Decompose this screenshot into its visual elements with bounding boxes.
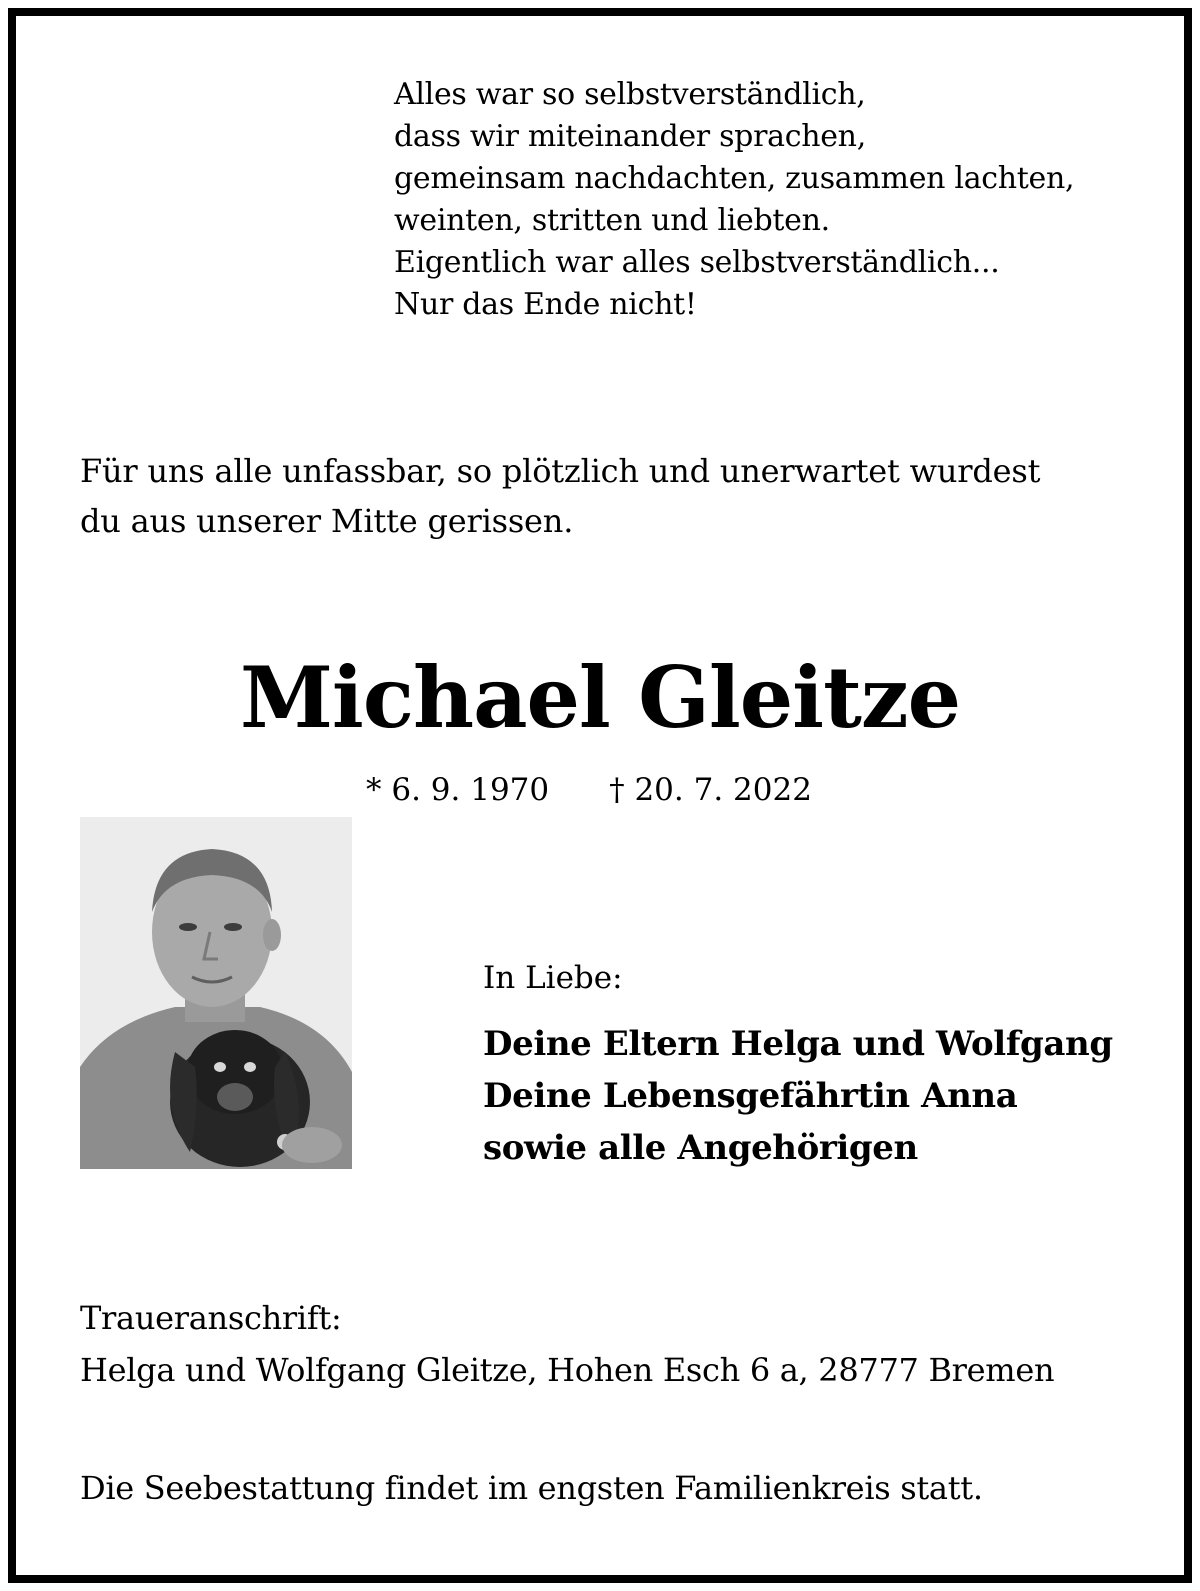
poem: [394, 74, 1154, 326]
intro-line: du aus unserer Mitte gerissen.: [80, 502, 574, 540]
mourner-line: Deine Lebensgefährtin Anna: [483, 1076, 1018, 1116]
address-text: Helga und Wolfgang Gleitze, Hohen Esch 6 a, 28777 Bremen: [80, 1351, 1055, 1389]
birth-date: * 6. 9. 1970: [366, 772, 550, 808]
poem-line: gemeinsam nachdachten, zusammen lachten,: [394, 161, 1075, 196]
portrait-photo: [80, 817, 352, 1169]
mourner-line: sowie alle Angehörigen: [483, 1128, 918, 1168]
poem-line: Alles war so selbstverständlich,: [394, 77, 866, 112]
mourner-line: Deine Eltern Helga und Wolfgang: [483, 1024, 1113, 1064]
death-date: † 20. 7. 2022: [609, 772, 812, 808]
intro-text: [80, 446, 1140, 546]
address-label: Traueranschrift:: [80, 1299, 342, 1337]
funeral-note: Die Seebestattung findet im engsten Familienkreis statt.: [80, 1469, 983, 1507]
in-love-label: In Liebe:: [483, 960, 623, 996]
poem-line: Nur das Ende nicht!: [394, 287, 697, 322]
life-dates: [366, 770, 812, 810]
poem-line: weinten, stritten und liebten.: [394, 203, 830, 238]
intro-line: Für uns alle unfassbar, so plötzlich und unerwartet wurdest: [80, 452, 1041, 490]
deceased-name: Michael Gleitze: [239, 648, 961, 747]
poem-line: Eigentlich war alles selbstverständlich...: [394, 245, 1000, 280]
poem-line: dass wir miteinander sprachen,: [394, 119, 866, 154]
mourning-address: [80, 1292, 1054, 1396]
mourners-list: [483, 1018, 1113, 1174]
